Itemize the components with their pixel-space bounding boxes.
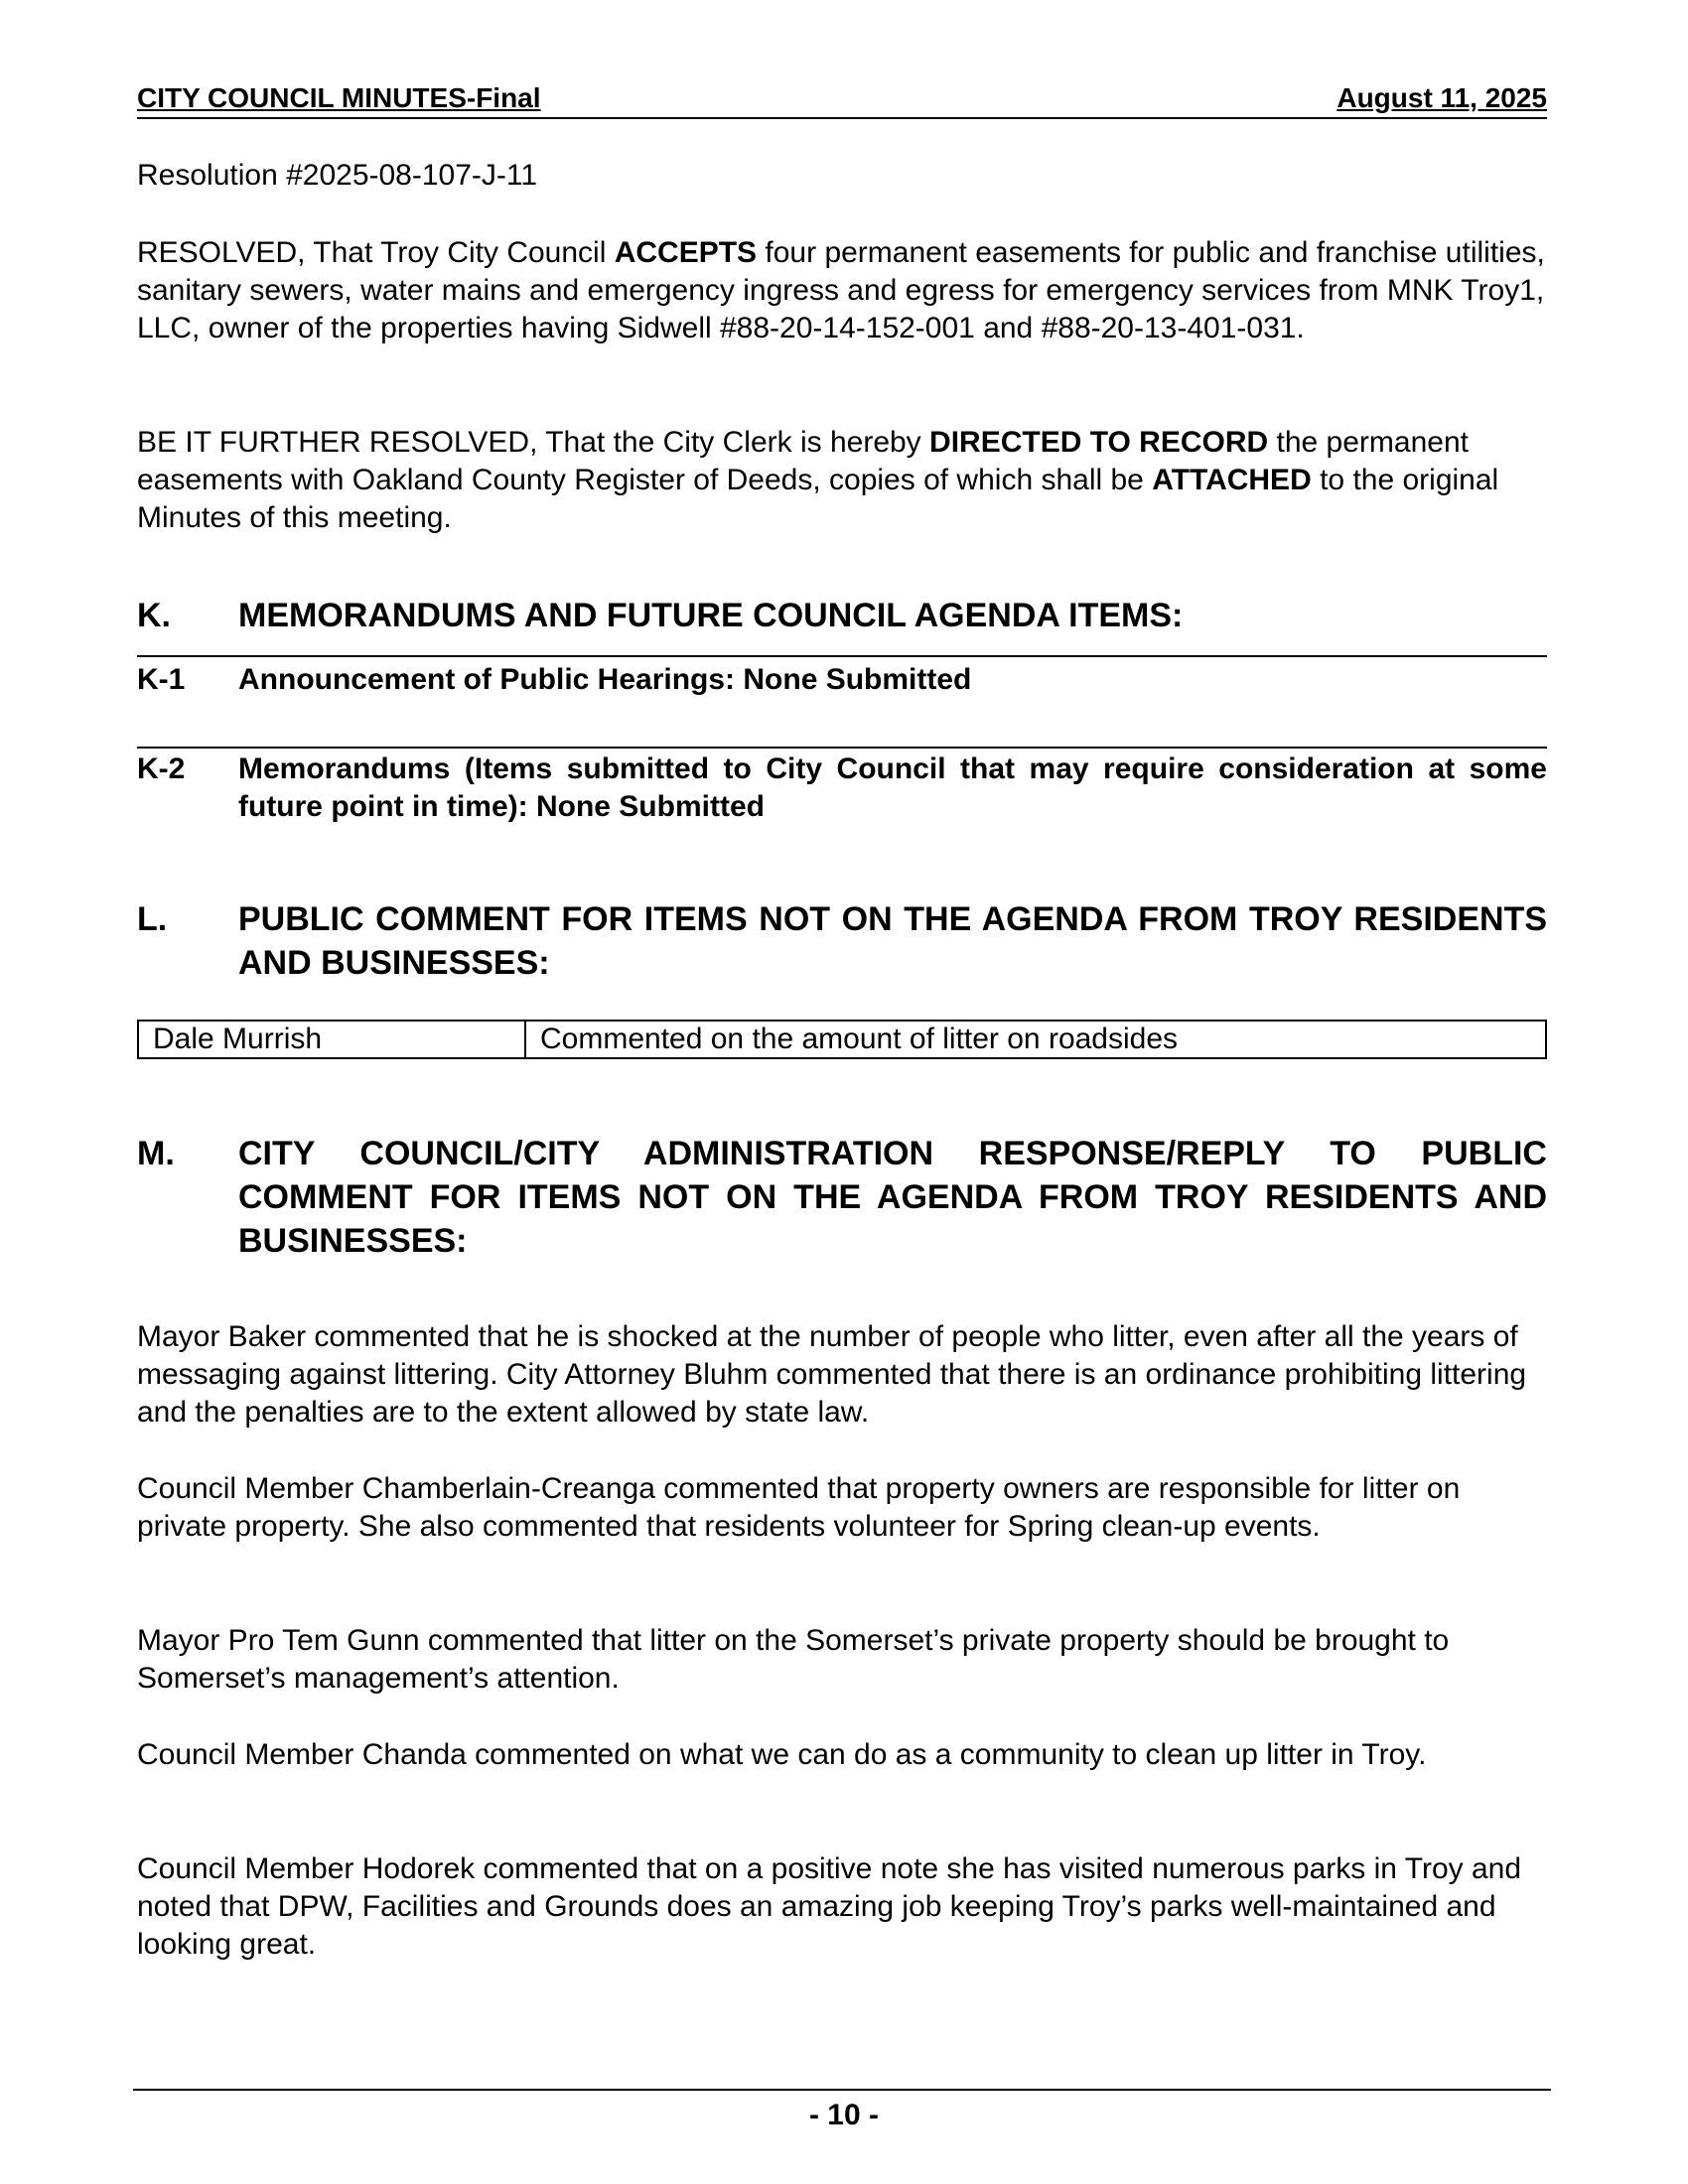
divider (137, 747, 1547, 749)
response-paragraph: Council Member Chamberlain-Creanga commented that property owners are responsible for litter on private property. She also commented that residents volunteer for Spring clean-up events. (137, 1472, 1461, 1543)
item-title: Memorandums (Items submitted to City Council that may require consideration at some future point in time): None Submitted (238, 752, 1547, 823)
section-title: MEMORANDUMS AND FUTURE COUNCIL AGENDA ITEMS: (238, 597, 1184, 634)
response-paragraph: Council Member Chanda commented on what we can do as a community to clean up litter in Troy. (137, 1738, 1427, 1771)
resolution-number: Resolution #2025-08-107-J-11 (137, 159, 538, 192)
resolution-paragraph-1: RESOLVED, That Troy City Council ACCEPTS four permanent easements for public and franchise utilities, sanitary sewers, water mains and emergency ingress and egress for emergency services from MNK Troy1, LLC, owner of the properties having Sidwell #88-20-14-152-001 and #88-20-13-401-031. (137, 236, 1545, 344)
page-number: - 10 - (808, 2099, 880, 2131)
divider (137, 655, 1547, 657)
section-letter: K. (137, 597, 171, 634)
section-title: CITY COUNCIL/CITY ADMINISTRATION RESPONSE/REPLY TO PUBLIC COMMENT FOR ITEMS NOT ON THE AGENDA FROM TROY RESIDENTS AND BUSINESSES: (238, 1135, 1547, 1260)
response-paragraph: Mayor Pro Tem Gunn commented that litter on the Somerset’s private property should be brought to Somerset’s management’s attention. (137, 1624, 1450, 1695)
item-number: K-1 (137, 663, 186, 696)
item-title: Announcement of Public Hearings: None Submitted (238, 663, 972, 696)
comment-summary: Commented on the amount of litter on roadsides (525, 1021, 1546, 1058)
public-comment-table (137, 1020, 1547, 1059)
commenter-name: Dale Murrish (138, 1021, 525, 1058)
page-header (137, 79, 1547, 119)
table-row (138, 1021, 1546, 1058)
footer-divider (133, 2089, 1551, 2091)
resolution-paragraph-2: BE IT FURTHER RESOLVED, That the City Clerk is hereby DIRECTED TO RECORD the permanent easements with Oakland County Register of Deeds, copies of which shall be ATTACHED to the original Minutes of this meeting. (137, 426, 1499, 534)
section-letter: L. (137, 900, 168, 938)
document-title: CITY COUNCIL MINUTES-Final (137, 82, 541, 113)
section-title: PUBLIC COMMENT FOR ITEMS NOT ON THE AGENDA FROM TROY RESIDENTS AND BUSINESSES: (238, 900, 1547, 982)
item-number: K-2 (137, 752, 186, 785)
meeting-date: August 11, 2025 (1336, 82, 1547, 113)
response-paragraph: Council Member Hodorek commented that on a positive note she has visited numerous parks in Troy and noted that DPW, Facilities and Grounds does an amazing job keeping Troy’s parks well-maintained and looking great. (137, 1852, 1522, 1961)
response-paragraph: Mayor Baker commented that he is shocked at the number of people who litter, even after all the years of messaging against littering. City Attorney Bluhm commented that there is an ordinance prohibiting littering and the penalties are to the extent allowed by state law. (137, 1320, 1527, 1429)
section-letter: M. (137, 1135, 175, 1172)
